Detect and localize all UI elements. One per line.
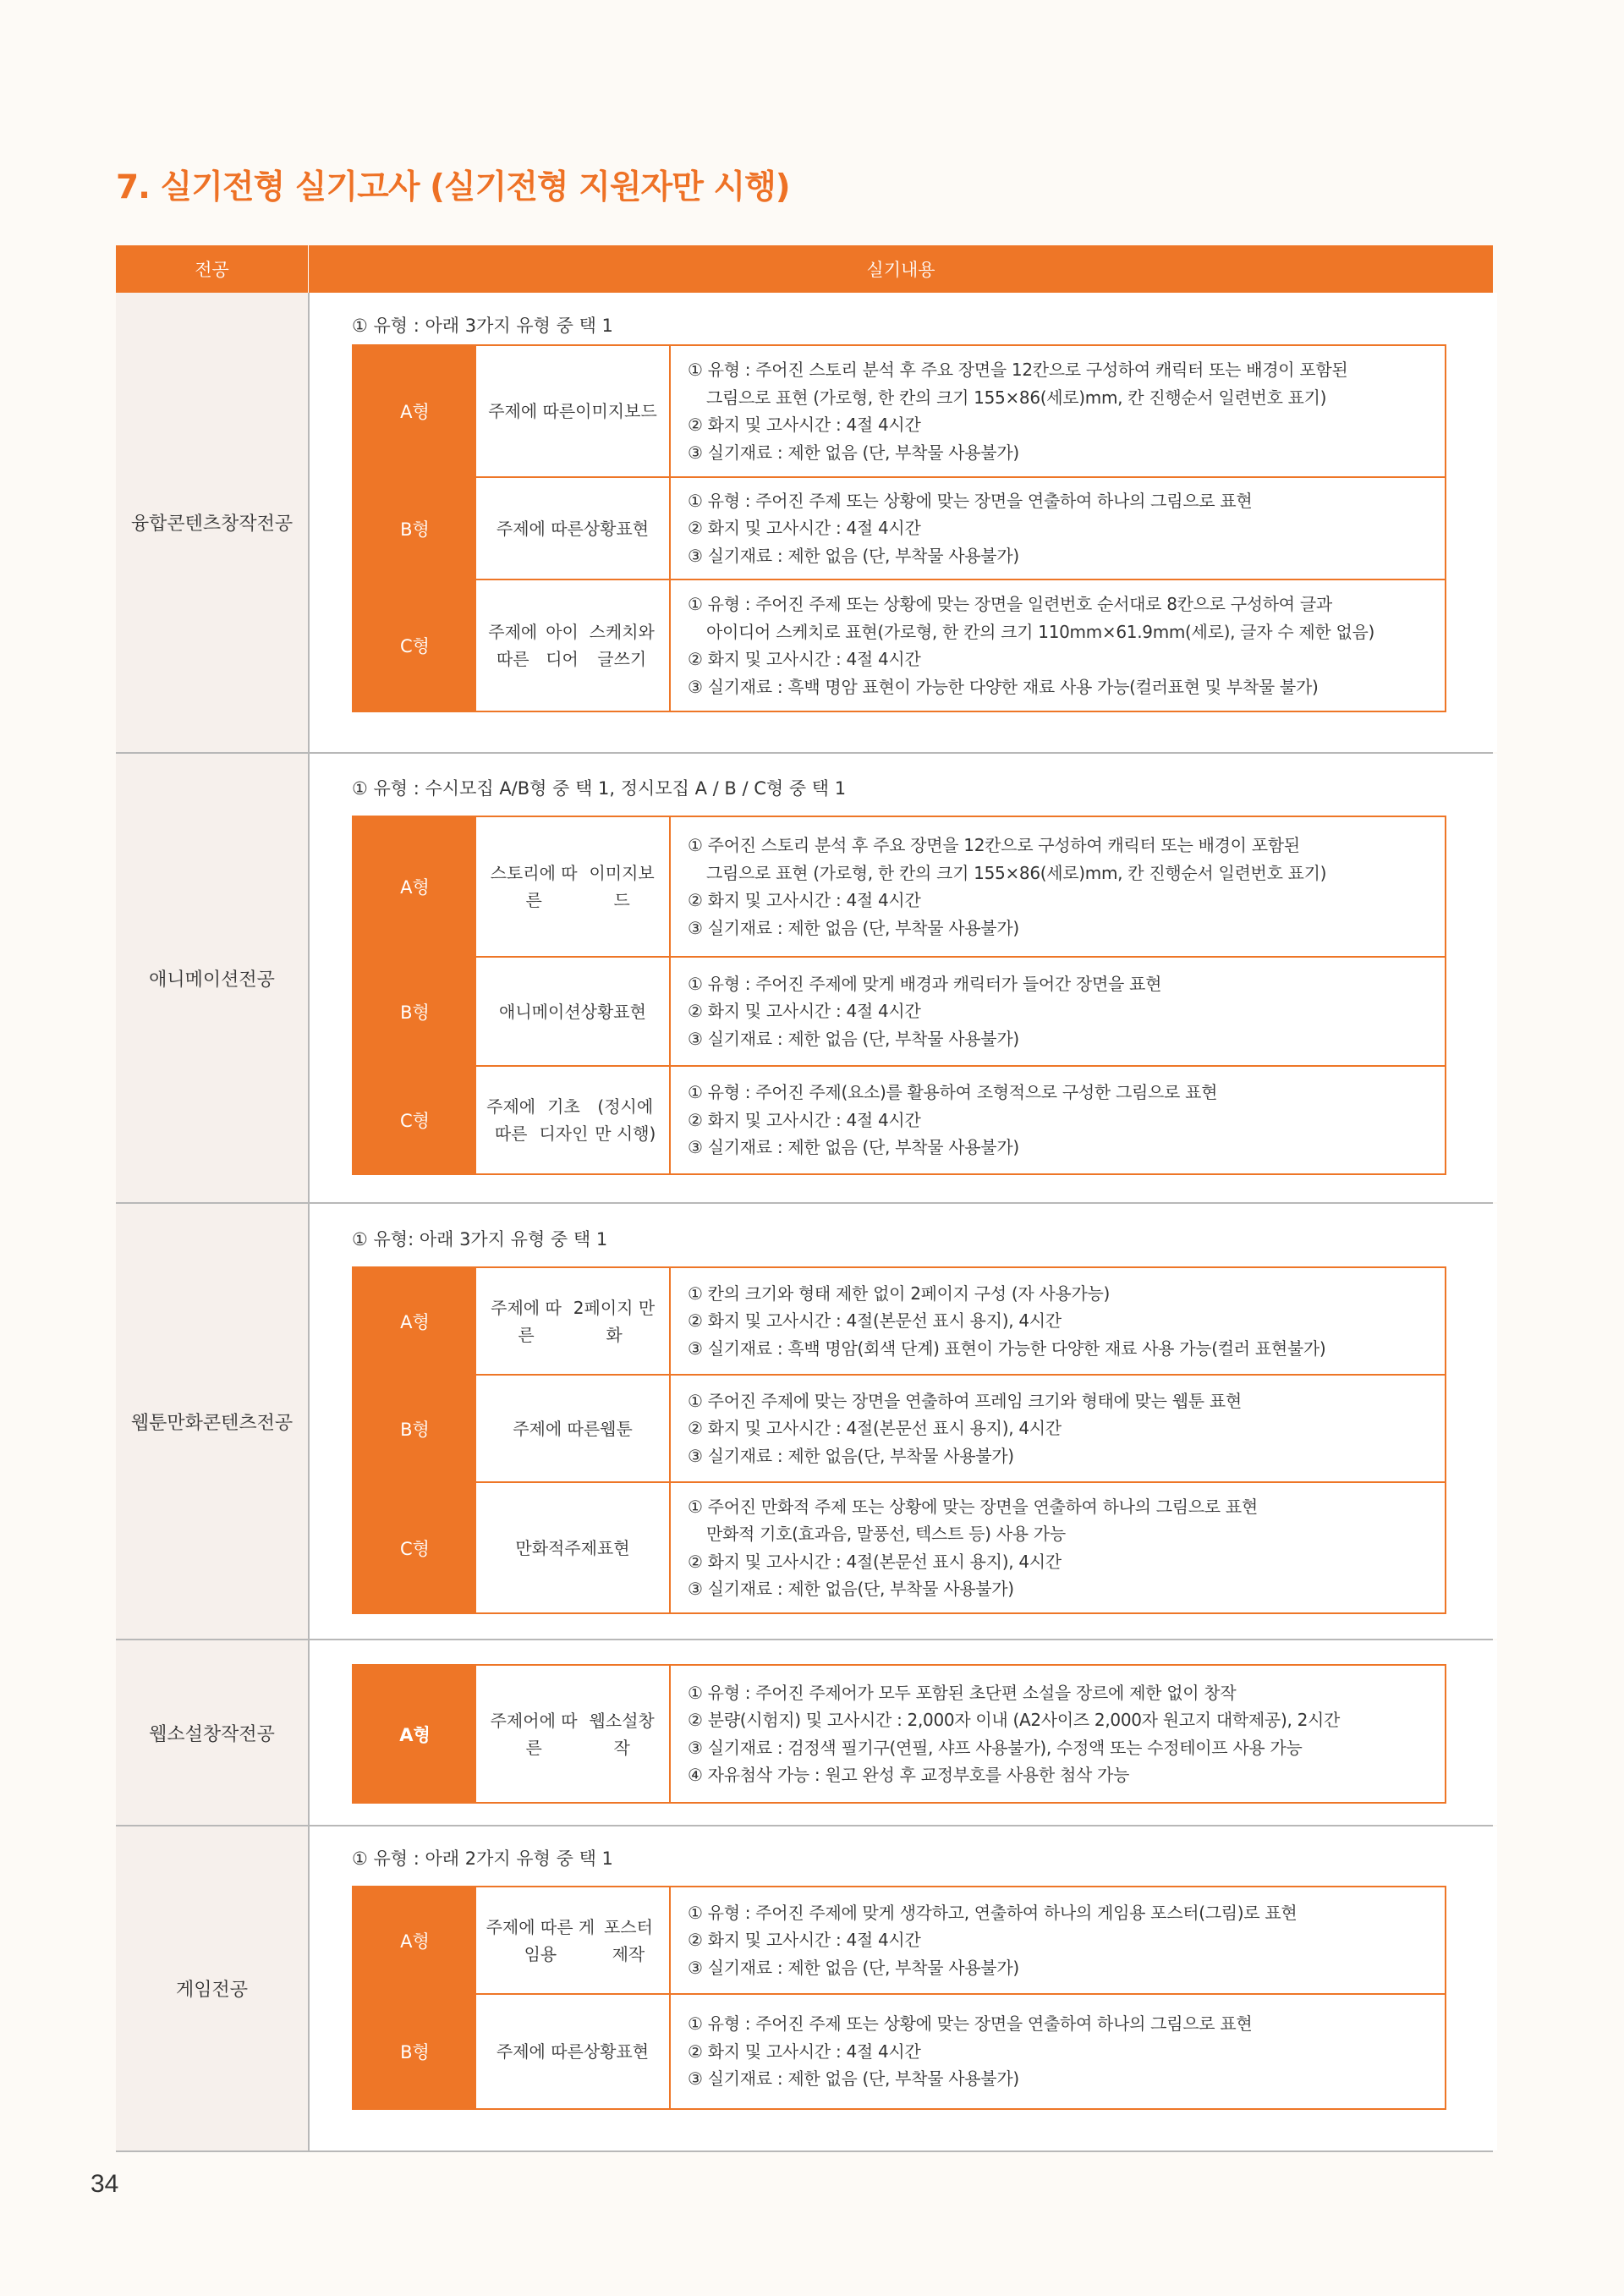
desc-line: ③ 실기재료 : 제한 없음 (단, 부착물 사용불가) xyxy=(688,917,1019,938)
desc-line: ③ 실기재료 : 제한 없음 (단, 부착물 사용불가) xyxy=(688,442,1019,463)
type-description xyxy=(671,1376,1445,1481)
desc-line: ③ 실기재료 : 제한 없음 (단, 부착물 사용불가) xyxy=(688,1028,1019,1049)
type-description xyxy=(671,1995,1445,2108)
desc-line: ③ 실기재료 : 제한 없음(단, 부착물 사용불가) xyxy=(688,1445,1014,1466)
type-name-line: 상황표현 xyxy=(580,1001,646,1022)
type-row xyxy=(354,1065,1445,1173)
type-row xyxy=(354,346,1445,476)
desc-line: ② 화지 및 고사시간 : 4절(본문선 표시 용지), 4시간 xyxy=(688,1551,1062,1572)
type-name-line: 주제에 따른 xyxy=(496,2041,584,2062)
desc-line: ① 유형 : 주어진 주제(요소)를 활용하여 조형적으로 구성한 그림으로 표현 xyxy=(688,1082,1218,1103)
type-name xyxy=(476,346,671,476)
type-row xyxy=(354,956,1445,1065)
type-table xyxy=(352,1664,1446,1804)
major-name: 웹툰만화콘텐츠전공 xyxy=(116,1204,310,1639)
type-name-line: 주제에 따른 xyxy=(488,401,576,421)
type-code: A형 xyxy=(354,1666,476,1802)
page-number: 34 xyxy=(91,2170,119,2198)
type-name-line: 웹소설창작 xyxy=(589,1710,655,1758)
major-body xyxy=(310,293,1497,752)
type-name-line: 스케치와 글쓰기 xyxy=(589,622,655,669)
desc-line: ② 화지 및 고사시간 : 4절 4시간 xyxy=(688,1109,921,1130)
type-description xyxy=(671,1483,1445,1612)
type-code: B형 xyxy=(354,1995,476,2108)
desc-line: ③ 실기재료 : 검정색 필기구(연필, 샤프 사용불가), 수정액 또는 수정테이프 사용 가능 xyxy=(688,1737,1303,1758)
desc-line: ③ 실기재료 : 제한 없음 (단, 부착물 사용불가) xyxy=(688,2068,1019,2090)
desc-line: ① 주어진 만화적 주제 또는 상황에 맞는 장면을 연출하여 하나의 그림으로 표현 xyxy=(688,1496,1258,1517)
type-code: B형 xyxy=(354,1376,476,1481)
type-name xyxy=(476,1268,671,1374)
desc-line: ② 화지 및 고사시간 : 4절 4시간 xyxy=(688,649,921,669)
desc-line: ② 화지 및 고사시간 : 4절(본문선 표시 용지), 4시간 xyxy=(688,1310,1062,1332)
type-row xyxy=(354,1887,1445,1993)
desc-line: ② 화지 및 고사시간 : 4절 4시간 xyxy=(688,2041,921,2062)
type-name-line: 주제에 따른 xyxy=(491,1297,562,1345)
major-row xyxy=(116,1204,1493,1640)
type-name-line: 2페이지 만화 xyxy=(573,1297,656,1345)
desc-line: ④ 자유첨삭 가능 : 원고 완성 후 교정부호를 사용한 첨삭 가능 xyxy=(688,1765,1130,1785)
type-row xyxy=(354,1666,1445,1802)
type-name-line: 주제에 따른 xyxy=(488,622,538,669)
type-name-line: 애니메이션 xyxy=(499,1001,581,1022)
desc-line: ① 유형 : 주어진 주제 또는 상황에 맞는 장면을 연출하여 하나의 그림으로 표현 xyxy=(688,2013,1253,2035)
type-code: B형 xyxy=(354,958,476,1065)
header-content: 실기내용 xyxy=(866,260,935,280)
type-name-line: 만화적 xyxy=(515,1537,565,1558)
type-table xyxy=(352,816,1446,1175)
desc-line: ③ 실기재료 : 흑백 명암 표현이 가능한 다양한 재료 사용 가능(컬러표현 및 부착물 불가) xyxy=(688,676,1319,697)
type-name-line: 주제에 따른 xyxy=(496,518,584,539)
type-code: A형 xyxy=(354,1887,476,1993)
major-body xyxy=(310,1204,1497,1639)
desc-line: ③ 실기재료 : 제한 없음 (단, 부착물 사용불가) xyxy=(688,545,1019,566)
major-name: 게임전공 xyxy=(116,1826,310,2150)
type-name-line: 이미지보드 xyxy=(575,401,657,421)
type-row xyxy=(354,1374,1445,1481)
major-body xyxy=(310,1640,1497,1825)
type-description xyxy=(671,958,1445,1065)
major-row xyxy=(116,1640,1493,1826)
major-row xyxy=(116,1826,1493,2152)
type-name-line: 주제에 따른 xyxy=(486,1096,536,1144)
type-name xyxy=(476,580,671,711)
type-code: A형 xyxy=(354,817,476,956)
type-name xyxy=(476,1887,671,1993)
type-description xyxy=(671,1666,1445,1802)
desc-line: 만화적 기호(효과음, 말풍선, 텍스트 등) 사용 가능 xyxy=(706,1524,1066,1544)
desc-line: 그림으로 표현 (가로형, 한 칸의 크기 155×86(세로)mm, 칸 진행순서 일련번호 표기) xyxy=(706,862,1327,883)
desc-line: ① 주어진 스토리 분석 후 주요 장면을 12칸으로 구성하여 캐릭터 또는 배경이 포함된 xyxy=(688,835,1300,855)
desc-line: ③ 실기재료 : 제한 없음 (단, 부착물 사용불가) xyxy=(688,1137,1019,1158)
table-header xyxy=(116,245,1493,293)
type-code: B형 xyxy=(354,478,476,579)
type-name-line: 주제에 따른 게임용 xyxy=(486,1916,595,1964)
desc-line: 그림으로 표현 (가로형, 한 칸의 크기 155×86(세로)mm, 칸 진행순서 일련번호 표기) xyxy=(706,387,1327,408)
major-body xyxy=(310,1826,1497,2150)
type-description xyxy=(671,478,1445,579)
type-name-line: 아이디어 xyxy=(546,622,579,669)
type-name xyxy=(476,817,671,956)
desc-line: ① 유형 : 주어진 스토리 분석 후 주요 장면을 12칸으로 구성하여 캐릭터 또는 배경이 포함된 xyxy=(688,360,1348,380)
type-name xyxy=(476,1666,671,1802)
major-name: 웹소설창작전공 xyxy=(116,1640,310,1825)
type-code: C형 xyxy=(354,1483,476,1612)
desc-line: 아이디어 스케치로 표현(가로형, 한 칸의 크기 110mm×61.9mm(세로), 글자 수 제한 없음) xyxy=(706,621,1375,642)
desc-line: ① 유형 : 주어진 주제에 맞게 배경과 캐릭터가 들어간 장면을 표현 xyxy=(688,973,1162,994)
desc-line: ③ 실기재료 : 흑백 명암(회색 단계) 표현이 가능한 다양한 재료 사용 가능(컬러 표현불가) xyxy=(688,1338,1326,1359)
major-row xyxy=(116,754,1493,1204)
selection-note: ① 유형: 아래 3가지 유형 중 택 1 xyxy=(352,1229,608,1250)
type-name xyxy=(476,1376,671,1481)
desc-line: ② 화지 및 고사시간 : 4절 4시간 xyxy=(688,1930,921,1951)
type-name-line: (정시에만 시행) xyxy=(595,1096,656,1144)
desc-line: ② 화지 및 고사시간 : 4절 4시간 xyxy=(688,518,921,539)
desc-line: ① 유형 : 주어진 주제 또는 상황에 맞는 장면을 연출하여 하나의 그림으로 표현 xyxy=(688,490,1253,511)
type-name-line: 이미지보드 xyxy=(589,863,655,910)
type-description xyxy=(671,580,1445,711)
type-row xyxy=(354,1993,1445,2108)
major-name: 애니메이션전공 xyxy=(116,754,310,1202)
major-row xyxy=(116,293,1493,754)
desc-line: ③ 실기재료 : 제한 없음 (단, 부착물 사용불가) xyxy=(688,1957,1019,1978)
type-name-line: 스토리에 따른 xyxy=(490,863,578,910)
desc-line: ③ 실기재료 : 제한 없음(단, 부착물 사용불가) xyxy=(688,1579,1014,1599)
major-name: 융합콘텐츠창작전공 xyxy=(116,293,310,752)
type-code: C형 xyxy=(354,1067,476,1173)
type-name xyxy=(476,958,671,1065)
desc-line: ① 유형 : 주어진 주제 또는 상황에 맞는 장면을 일련번호 순서대로 8칸으로 구성하여 글과 xyxy=(688,594,1332,614)
type-name xyxy=(476,1483,671,1612)
desc-line: ① 유형 : 주어진 주제에 맞게 생각하고, 연출하여 하나의 게임용 포스터(그림)로 표현 xyxy=(688,1902,1298,1923)
type-code: A형 xyxy=(354,346,476,476)
type-name-line: 주제표현 xyxy=(564,1537,630,1558)
selection-note: ① 유형 : 수시모집 A/B형 중 택 1, 정시모집 A / B / C형 중 택 1 xyxy=(352,778,847,799)
type-row xyxy=(354,817,1445,956)
desc-line: ① 유형 : 주어진 주제어가 모두 포함된 초단편 소설을 장르에 제한 없이 창작 xyxy=(688,1682,1237,1703)
desc-line: ① 주어진 주제에 맞는 장면을 연출하여 프레임 크기와 형태에 맞는 웹툰 표현 xyxy=(688,1390,1242,1411)
type-table xyxy=(352,344,1446,712)
type-description xyxy=(671,346,1445,476)
selection-note: ① 유형 : 아래 2가지 유형 중 택 1 xyxy=(352,1848,613,1869)
major-body xyxy=(310,754,1497,1202)
type-name xyxy=(476,478,671,579)
type-row xyxy=(354,1268,1445,1374)
desc-line: ② 분량(시험지) 및 고사시간 : 2,000자 이내 (A2사이즈 2,000자 원고지 대학제공), 2시간 xyxy=(688,1710,1341,1730)
type-table xyxy=(352,1886,1446,2110)
type-row xyxy=(354,476,1445,579)
desc-line: ② 화지 및 고사시간 : 4절 4시간 xyxy=(688,415,921,435)
desc-line: ② 화지 및 고사시간 : 4절(본문선 표시 용지), 4시간 xyxy=(688,1418,1062,1439)
type-description xyxy=(671,1268,1445,1374)
type-name-line: 기초 디자인 xyxy=(539,1096,589,1144)
type-code: A형 xyxy=(354,1268,476,1374)
type-name xyxy=(476,1067,671,1173)
type-name-line: 상황표현 xyxy=(583,2041,650,2062)
desc-line: ② 화지 및 고사시간 : 4절 4시간 xyxy=(688,1001,921,1022)
header-major: 전공 xyxy=(116,245,309,293)
type-name-line: 상황표현 xyxy=(583,518,650,539)
type-name-line: 주제에 따른 xyxy=(513,1418,601,1439)
page-title: 7. 실기전형 실기고사 (실기전형 지원자만 시행) xyxy=(116,168,790,206)
type-name-line: 주제어에 따른 xyxy=(490,1710,578,1758)
type-row xyxy=(354,579,1445,711)
type-name-line: 웹툰 xyxy=(600,1418,633,1439)
type-table xyxy=(352,1266,1446,1614)
type-description xyxy=(671,817,1445,956)
type-code: C형 xyxy=(354,580,476,711)
type-name-line: 포스터제작 xyxy=(603,1916,653,1964)
type-row xyxy=(354,1481,1445,1612)
type-name xyxy=(476,1995,671,2108)
practical-exam-table xyxy=(116,245,1493,2152)
desc-line: ② 화지 및 고사시간 : 4절 4시간 xyxy=(688,890,921,910)
type-description xyxy=(671,1067,1445,1173)
desc-line: ① 칸의 크기와 형태 제한 없이 2페이지 구성 (자 사용가능) xyxy=(688,1283,1110,1304)
type-description xyxy=(671,1887,1445,1993)
selection-note: ① 유형 : 아래 3가지 유형 중 택 1 xyxy=(352,316,613,336)
